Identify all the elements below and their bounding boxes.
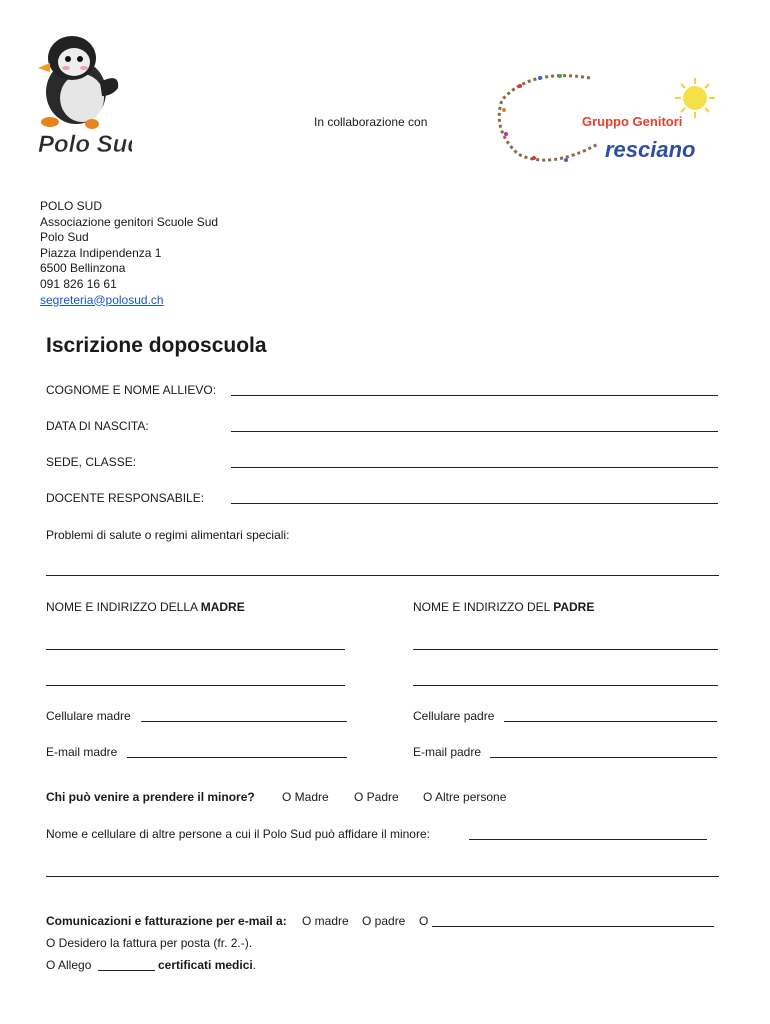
sede-label: SEDE, CLASSE: — [46, 455, 137, 469]
sun-icon — [675, 78, 715, 118]
nome-altre-label: Nome e cellulare di altre persone a cui il Polo Sud può affidare il minore: — [46, 827, 430, 841]
svg-text:resciano: resciano — [605, 137, 696, 162]
nascita-field[interactable] — [231, 431, 718, 432]
collaboration-text: In collaborazione con — [314, 115, 428, 129]
allego-certificati: certificati medici. — [158, 958, 257, 972]
allego-field[interactable] — [98, 970, 155, 971]
comunicazioni-label: Comunicazioni e fatturazione per e-mail a: — [46, 914, 287, 928]
address-line: Piazza Indipendenza 1 — [40, 245, 162, 260]
email-madre-label: E-mail madre — [46, 745, 118, 759]
cell-padre-label: Cellulare padre — [413, 709, 495, 723]
nome-altre-field-2[interactable] — [46, 876, 719, 877]
polo-sud-logo — [32, 30, 132, 180]
allego-prefix[interactable]: O Allego — [46, 958, 92, 972]
email-madre-field[interactable] — [127, 757, 347, 758]
sede-field[interactable] — [231, 467, 718, 468]
pickup-option-padre[interactable]: O Padre — [354, 790, 399, 804]
address-line: Associazione genitori Scuole Sud — [40, 214, 219, 229]
address-line: 6500 Bellinzona — [40, 261, 126, 276]
address-line: POLO SUD — [40, 199, 103, 213]
nascita-label: DATA DI NASCITA: — [46, 419, 149, 433]
chi-puo-label: Chi può venire a prendere il minore? — [46, 790, 255, 804]
pickup-option-altre[interactable]: O Altre persone — [423, 790, 507, 804]
cognome-label: COGNOME E NOME ALLIEVO: — [46, 383, 217, 397]
address-block — [40, 199, 218, 308]
address-line: 091 826 16 61 — [40, 276, 117, 291]
gruppo-genitori-logo — [490, 70, 730, 170]
madre-address-field[interactable] — [46, 685, 345, 686]
padre-address-field[interactable] — [413, 685, 718, 686]
email-padre-field[interactable] — [490, 757, 717, 758]
docente-field[interactable] — [231, 503, 718, 504]
cell-madre-field[interactable] — [141, 721, 347, 722]
com-option-padre[interactable]: O padre — [362, 914, 406, 928]
logo-text: Polo Sud — [38, 131, 132, 158]
email-padre-label: E-mail padre — [413, 745, 482, 759]
fattura-posta-option[interactable]: O Desidero la fattura per posta (fr. 2.-). — [46, 936, 253, 950]
form-title: Iscrizione doposcuola — [46, 334, 267, 357]
docente-label: DOCENTE RESPONSABILE: — [46, 491, 205, 505]
com-option-madre[interactable]: O madre — [302, 914, 349, 928]
madre-heading: NOME E INDIRIZZO DELLA MADRE — [46, 600, 245, 614]
salute-field[interactable] — [46, 575, 719, 576]
cell-madre-label: Cellulare madre — [46, 709, 131, 723]
nome-altre-field[interactable] — [469, 839, 707, 840]
com-option-other[interactable]: O — [419, 914, 429, 928]
svg-text:Gruppo Genitori: Gruppo Genitori — [582, 114, 683, 129]
cell-padre-field[interactable] — [504, 721, 717, 722]
salute-label: Problemi di salute o regimi alimentari speciali: — [46, 528, 290, 542]
padre-name-field[interactable] — [413, 649, 718, 650]
cognome-field[interactable] — [231, 395, 718, 396]
madre-name-field[interactable] — [46, 649, 345, 650]
padre-heading: NOME E INDIRIZZO DEL PADRE — [413, 600, 595, 614]
com-other-field[interactable] — [432, 926, 714, 927]
email-link[interactable]: segreteria@polosud.ch — [40, 292, 164, 307]
address-line: Polo Sud — [40, 230, 89, 245]
pickup-option-madre[interactable]: O Madre — [282, 790, 329, 804]
